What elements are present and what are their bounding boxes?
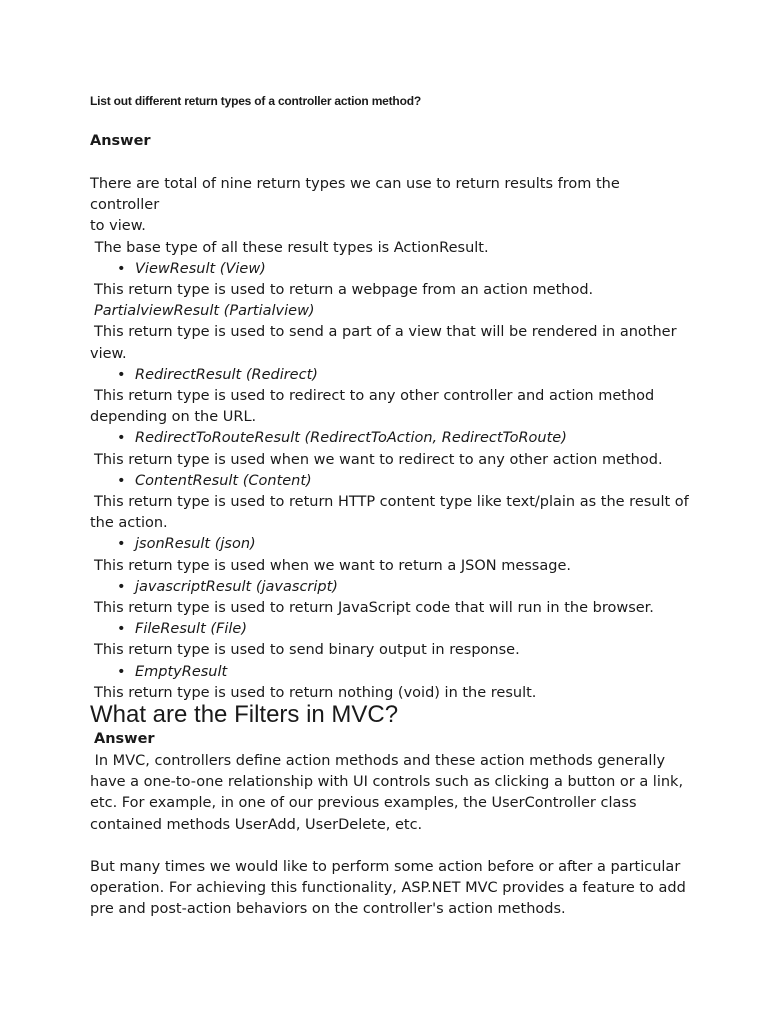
description-line: depending on the URL.: [90, 409, 257, 426]
return-type-name: RedirectToRouteResult (RedirectToAction, RedirectToRoute): [135, 430, 567, 447]
return-type-name: ContentResult (Content): [135, 472, 312, 489]
return-type-name: ViewResult (View): [135, 260, 266, 277]
list-item: [90, 577, 690, 598]
bullet-icon: •: [117, 621, 126, 638]
intro-line: There are total of nine return types we can use to return results from the controller: [90, 176, 620, 214]
return-type-name: EmptyResult: [135, 663, 228, 680]
paragraph-line: operation. For achieving this functionality, ASP.NET MVC provides a feature to add: [90, 880, 686, 897]
intro-line: The base type of all these result types is ActionResult.: [90, 239, 489, 256]
return-type-name: jsonResult (json): [135, 536, 256, 553]
paragraph-line: In MVC, controllers define action methods and these action methods generally: [90, 753, 666, 769]
paragraph-line: contained methods UserAdd, UserDelete, etc.: [90, 816, 423, 833]
return-type-name: FileResult (File): [135, 621, 248, 638]
list-item: [90, 662, 690, 683]
list-item: [90, 471, 690, 492]
answer-body: [90, 174, 690, 704]
return-type-name: RedirectResult (Redirect): [135, 366, 318, 383]
description-line: This return type is used to redirect to any other controller and action method: [94, 388, 655, 405]
list-item: [90, 534, 690, 555]
return-type-list: [90, 259, 690, 704]
bullet-icon: •: [117, 366, 126, 383]
return-type-name: PartialviewResult (Partialview): [94, 303, 315, 320]
list-item: [90, 428, 690, 449]
description-line: This return type is used to send binary output in response.: [94, 642, 520, 659]
description-line: This return type is used when we want to redirect to any other action method.: [94, 451, 663, 468]
filters-heading: What are the Filters in MVC?: [90, 701, 399, 728]
description-line: This return type is used when we want to return a JSON message.: [94, 557, 571, 574]
description-line: This return type is used to return HTTP content type like text/plain as the result of: [94, 494, 689, 511]
description-line: This return type is used to return JavaScript code that will run in the browser.: [94, 600, 654, 617]
description-line: This return type is used to return nothing (void) in the result.: [94, 684, 537, 701]
filters-paragraph: [90, 751, 684, 836]
paragraph-line: But many times we would like to perform some action before or after a particular: [90, 859, 681, 875]
answer-heading: Answer: [94, 731, 155, 747]
filters-paragraph: [90, 857, 686, 921]
intro-line: to view.: [90, 218, 146, 235]
answer-heading: Answer: [90, 133, 151, 149]
description-line: view.: [90, 345, 127, 362]
list-item: [90, 619, 690, 640]
question-heading: List out different return types of a controller action method?: [90, 94, 421, 108]
bullet-icon: •: [117, 472, 126, 489]
bullet-icon: •: [117, 536, 126, 553]
paragraph-line: etc. For example, in one of our previous examples, the UserController class: [90, 795, 637, 812]
paragraph-line: pre and post-action behaviors on the controller's action methods.: [90, 901, 566, 918]
description-line: This return type is used to return a webpage from an action method.: [94, 282, 594, 299]
bullet-icon: •: [117, 430, 126, 447]
return-type-name: javascriptResult (javascript): [135, 578, 338, 595]
paragraph-line: have a one-to-one relationship with UI controls such as clicking a button or a link,: [90, 774, 684, 791]
list-item: [90, 259, 690, 280]
description-line: the action.: [90, 515, 168, 532]
list-item: [90, 365, 690, 386]
bullet-icon: •: [117, 578, 126, 595]
bullet-icon: •: [117, 260, 126, 277]
description-line: This return type is used to send a part of a view that will be rendered in another: [94, 324, 677, 341]
bullet-icon: •: [117, 663, 126, 680]
